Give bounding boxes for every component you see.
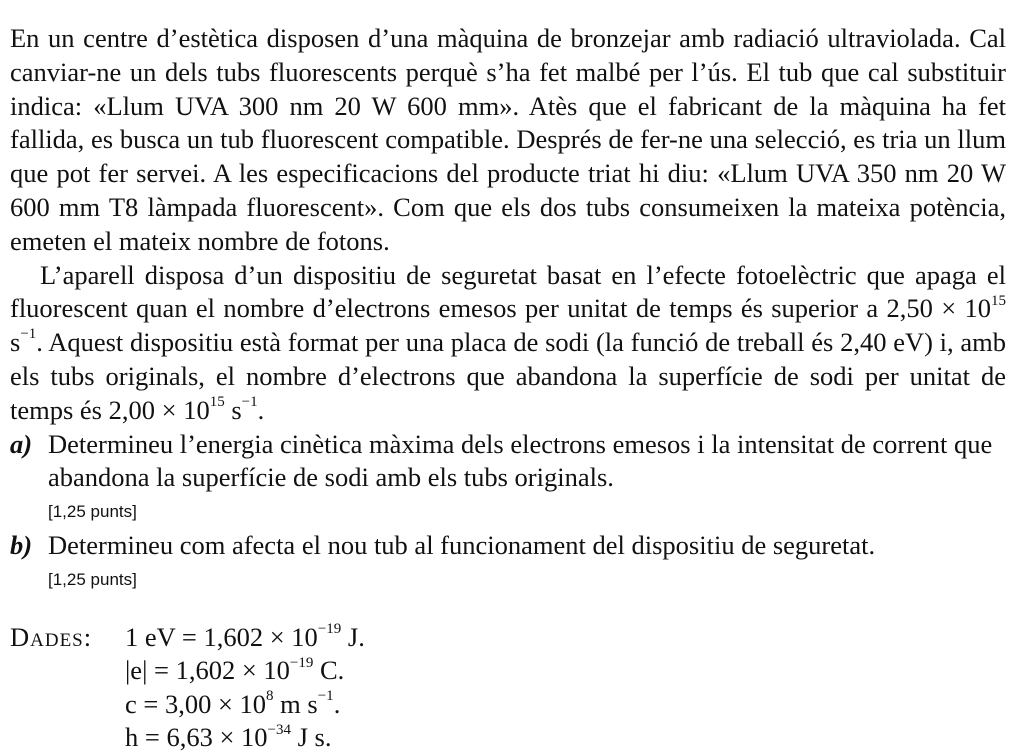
- exponent: −1: [20, 326, 37, 343]
- device-text-b: . Aquest dispositiu està format per una placa de sodi (la funció de treball és 2,40 eV) i, amb els tubs originals, el nombre d’electrons que abandona la superfície de sodi per unitat de temps és 2,00 × 10: [10, 327, 1006, 425]
- data-row-ev: [125, 621, 1006, 655]
- data-row-planck: [125, 721, 1006, 755]
- device-text-a: L’aparell disposa d’un dispositiu de seguretat basat en l’efecte fotoelèctric que apaga el fluorescent quan el nombre d’electrons emesos per unitat de temps és superior a 2,50 × 10: [10, 259, 1006, 324]
- punctuation: .: [333, 688, 341, 719]
- unit: C.: [313, 655, 345, 686]
- exponent: −19: [317, 621, 342, 638]
- question-points: [1,25 punts]: [48, 569, 137, 589]
- formula: h = 6,63 × 10: [125, 722, 268, 753]
- unit: m s: [273, 688, 318, 719]
- unit: J.: [341, 621, 365, 652]
- formula: 1 eV = 1,602 × 10: [125, 621, 318, 652]
- data-rows: [10, 621, 1006, 755]
- data-row-lightspeed: [125, 688, 1006, 722]
- question-text: Determineu com afecta el nou tub al funcionament del dispositiu de seguretat.: [48, 530, 876, 561]
- exponent: 8: [266, 688, 274, 705]
- data-label: Dades:: [10, 621, 93, 652]
- data-section: [10, 621, 1006, 755]
- questions-list: [10, 428, 1006, 591]
- question-text: Determineu l’energia cinètica màxima dels electrons emesos i la intensitat de corrent que abandona la superfície de sodi amb els tubs originals.: [48, 428, 993, 493]
- data-row-charge: [125, 654, 1006, 688]
- formula: c = 3,00 × 10: [125, 688, 267, 719]
- exponent: −1: [317, 688, 334, 705]
- exponent: −34: [267, 721, 291, 738]
- exponent: 15: [991, 292, 1006, 309]
- intro-paragraph: En un centre d’estètica disposen d’una màquina de bronzejar amb radiació ultraviolada. Cal canviar-ne un dels tubs fluorescents perquè s’ha fet malbé per l’ús. El tub que cal substituir indica: «Llum UVA 300 nm 20 W 600 mm». Atès que el fabricant de la màquina ha fet fallida, es busca un tub fluorescent compatible. Després de fer-ne una selecció, es tria un llum que pot fer servei. A les especificacions del producte triat hi diu: «Llum UVA 350 nm 20 W 600 mm T8 làmpada fluorescent». Com que els dos tubs consumeixen la mateixa potència, emeten el mateix nombre de fotons.: [10, 23, 1006, 256]
- device-paragraph: [10, 259, 1006, 428]
- question-points: [1,25 punts]: [48, 502, 137, 522]
- unit: s: [10, 327, 21, 358]
- question-b: [10, 529, 1006, 563]
- exponent: −1: [241, 393, 258, 410]
- question-label: a): [10, 428, 33, 459]
- unit: J s.: [290, 722, 332, 753]
- device-text-c: .: [257, 394, 265, 425]
- unit: s: [224, 394, 242, 425]
- exponent: −19: [289, 654, 314, 671]
- question-a: [10, 428, 1006, 496]
- exponent: 15: [209, 393, 225, 410]
- exam-document: [10, 22, 1006, 755]
- question-label: b): [10, 530, 33, 561]
- formula: |e| = 1,602 × 10: [125, 655, 290, 686]
